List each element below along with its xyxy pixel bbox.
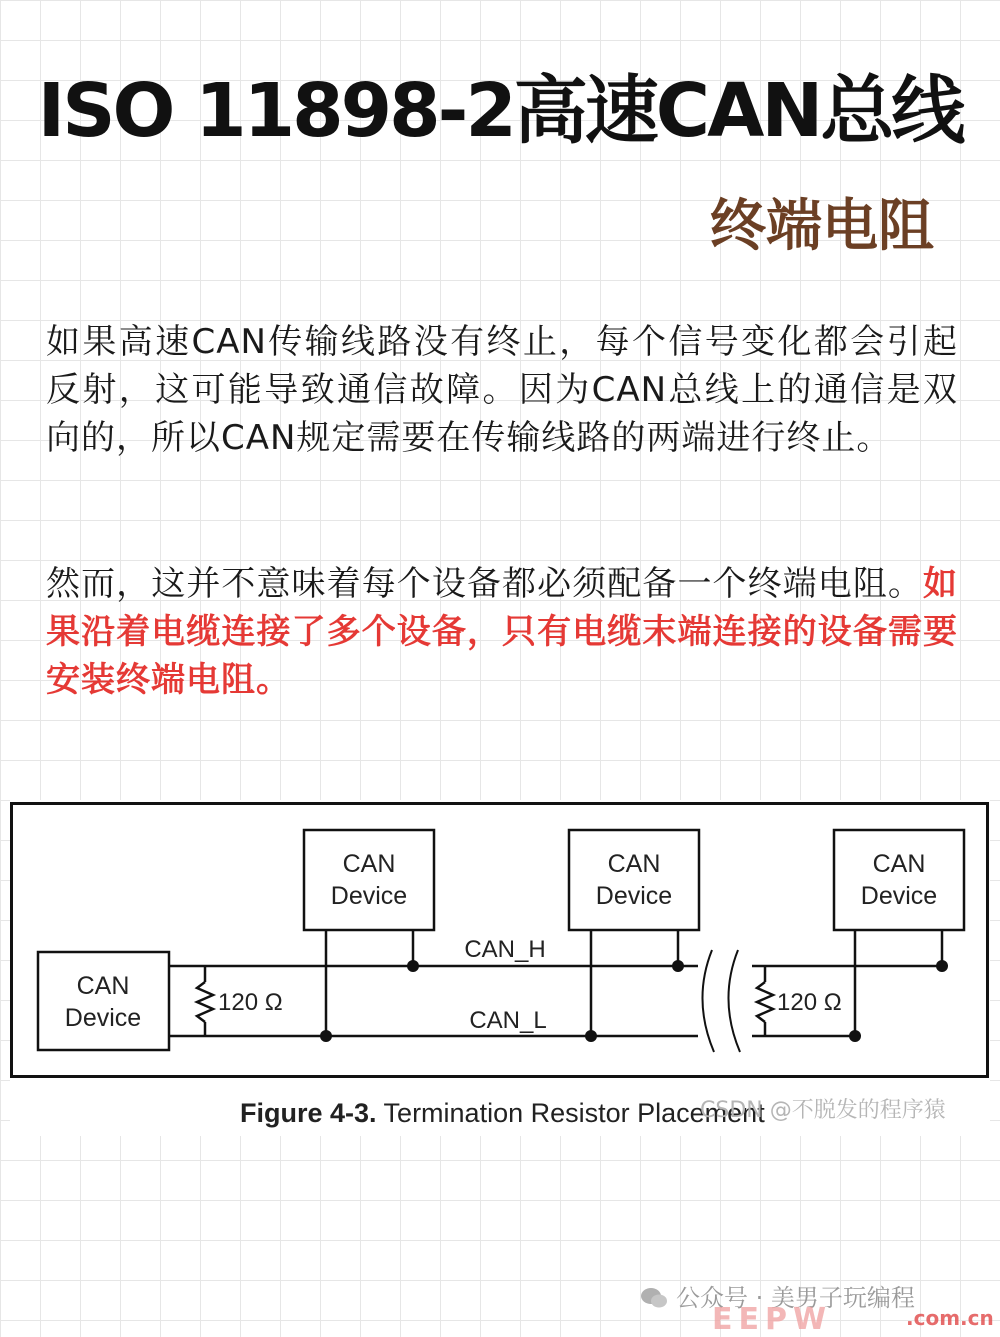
resistor-right [757, 982, 773, 1022]
paragraph-intro: 如果高速CAN传输线路没有终止，每个信号变化都会引起反射，这可能导致通信故障。因为CAN总线上的通信是双向的，所以CAN规定需要在传输线路的两端进行终止。 [46, 322, 958, 458]
can-device-4-line2: Device [860, 882, 938, 910]
figure-caption-text: Termination Resistor Placement [383, 1098, 765, 1128]
termination-diagram [10, 800, 990, 1080]
wechat-icon [640, 1287, 668, 1309]
resistor-right-label: 120 Ω [777, 989, 842, 1016]
paragraph-termination [46, 560, 958, 704]
figure-caption [240, 1098, 765, 1129]
can-device-1-line2: Device [64, 1004, 142, 1032]
paragraph-normal-text: 然而，这并不意味着每个设备都必须配备一个终端电阻。 [46, 564, 923, 604]
can-device-1-line1: CAN [76, 972, 130, 1000]
can-device-box-4 [834, 830, 964, 930]
can-device-box-3 [569, 830, 699, 930]
can-l-label: CAN_L [469, 1007, 547, 1034]
resistor-left-label: 120 Ω [218, 989, 283, 1016]
can-device-box-1 [38, 952, 169, 1050]
junction-dot [672, 960, 684, 972]
resistor-left [197, 982, 213, 1022]
junction-dot [936, 960, 948, 972]
junction-dot [585, 1030, 597, 1042]
junction-dot [407, 960, 419, 972]
eepw-domain-watermark: .com.cn [906, 1306, 994, 1330]
junction-dot [849, 1030, 861, 1042]
wechat-watermark-text: 公众号 · 美男子玩编程 [676, 1284, 915, 1312]
can-device-4-line1: CAN [872, 850, 926, 878]
can-h-label: CAN_H [464, 936, 546, 963]
can-device-2-line1: CAN [342, 850, 396, 878]
page-title: ISO 11898-2高速CAN总线 [37, 68, 963, 154]
can-device-3-line1: CAN [607, 850, 661, 878]
figure-label: Figure 4-3. [240, 1098, 377, 1128]
can-device-box-2 [304, 830, 434, 930]
eepw-watermark: EEPW [712, 1302, 833, 1337]
can-device-2-line2: Device [330, 882, 408, 910]
csdn-watermark: CSDN @不脱发的程序猿 [700, 1098, 946, 1123]
can-device-3-line2: Device [595, 882, 673, 910]
junction-dot [320, 1030, 332, 1042]
page-subtitle: 终端电阻 [710, 194, 934, 259]
cable-break-symbol [702, 950, 740, 1052]
paragraph-highlight-text: 如果沿着电缆连接了多个设备，只有电缆末端连接的设备需要安装终端电阻。 [46, 564, 958, 700]
